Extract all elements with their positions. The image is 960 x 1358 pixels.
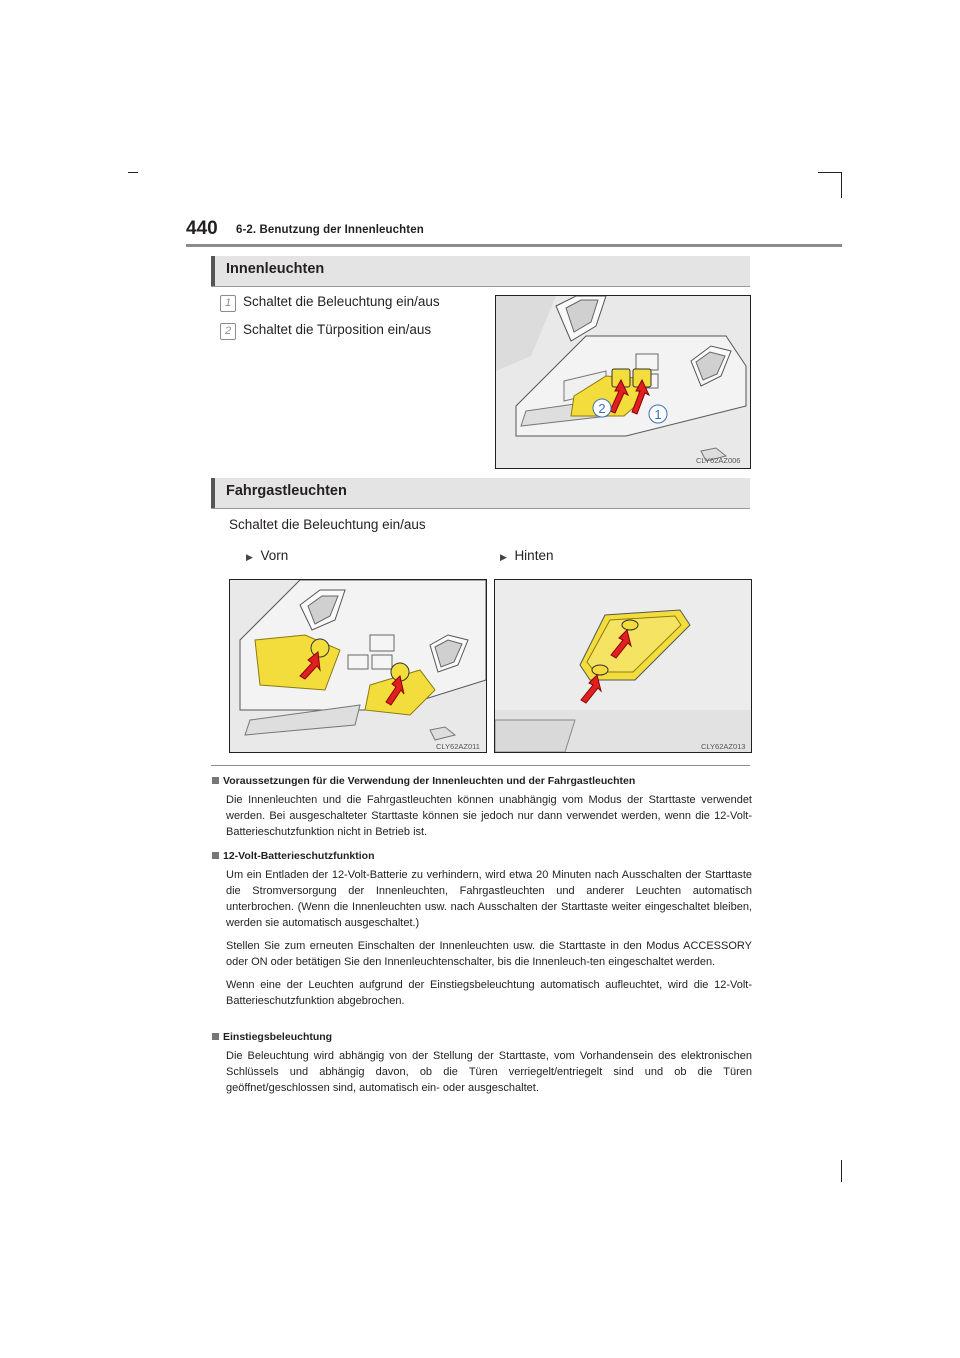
view-label-text: Hinten [514, 548, 554, 563]
note-batterieschutz [212, 848, 752, 1009]
front-lights-illustration [230, 580, 486, 752]
section-divider [211, 765, 750, 766]
crop-mark [841, 172, 842, 198]
figure-code: CLY62AZ006 [696, 456, 741, 465]
header-rule [186, 244, 842, 247]
page-number: 440 [186, 218, 218, 239]
view-label-text: Vorn [260, 548, 289, 563]
crop-mark [841, 1160, 842, 1182]
callout-label: 1 [654, 407, 662, 422]
figure-overhead-console [495, 295, 751, 469]
section-title: Innenleuchten [226, 261, 325, 277]
overhead-console-illustration [496, 296, 750, 468]
rear-lights-illustration [495, 580, 751, 752]
note-einstiegsbeleuchtung [212, 1029, 752, 1096]
crop-mark [128, 172, 138, 173]
figure-code: CLY62AZ011 [436, 742, 480, 751]
chapter-title: 6-2. Benutzung der Innenleuchten [236, 224, 424, 236]
section-header-innenleuchten [211, 256, 750, 286]
view-label-rear [500, 548, 553, 563]
crop-mark [818, 172, 842, 173]
item-text: Schaltet die Türposition ein/aus [243, 322, 432, 337]
item-text: Schaltet die Beleuchtung ein/aus [243, 294, 440, 309]
item-number-badge: 2 [220, 323, 236, 340]
figure-code: CLY62AZ013 [701, 742, 746, 751]
figure-rear-lights [494, 579, 752, 753]
note-paragraph: Die Innenleuchten und die Fahrgastleuchten können unabhängig vom Modus der Starttaste verwendet werden. Bei ausgeschalteter Starttaste können sie jedoch nur dann verwendet werden, wenn die 12-Volt-Batterieschutzfunktion nicht in Betrieb ist. [226, 794, 752, 838]
section-header-fahrgastleuchten [211, 478, 750, 508]
triangle-bullet-icon: ▶ [246, 552, 253, 562]
item-number-badge: 1 [220, 295, 236, 312]
note-paragraph: Die Beleuchtung wird abhängig von der Stellung der Starttaste, vom Vorhandensein des elektronischen Schlüssels und abhängig davon, ob die Türen verriegelt/entriegelt sind und ob die Türen geöffnet/geschlossen sind, automatisch ein- oder ausgeschaltet. [226, 1050, 752, 1094]
note-title: Einstiegsbeleuchtung [223, 1031, 333, 1043]
triangle-bullet-icon: ▶ [500, 552, 507, 562]
figure-front-lights [229, 579, 487, 753]
note-paragraph: Stellen Sie zum erneuten Einschalten der Innenleuchten usw. die Starttaste in den Modus ACCESSORY oder ON oder betätigen Sie den Innenleuchtenschalter, bis die Innenleuch-ten eingeschaltet werden. [226, 940, 752, 968]
square-bullet-icon [212, 852, 219, 859]
note-paragraph: Wenn eine der Leuchten aufgrund der Einstiegsbeleuchtung automatisch aufleuchtet, wird die 12-Volt-Batterieschutzfunktion abgebrochen. [226, 979, 752, 1007]
square-bullet-icon [212, 777, 219, 784]
note-title: 12-Volt-Batterieschutzfunktion [223, 850, 375, 862]
note-title: Voraussetzungen für die Verwendung der Innenleuchten und der Fahrgastleuchten [223, 775, 636, 787]
callout-label: 2 [598, 401, 606, 416]
square-bullet-icon [212, 1033, 219, 1040]
section-description: Schaltet die Beleuchtung ein/aus [229, 517, 426, 532]
note-paragraph: Um ein Entladen der 12-Volt-Batterie zu verhindern, wird etwa 20 Minuten nach Ausschalten der Starttaste die Stromversorgung der Innenleuchten, Fahrgastleuchten und anderer Leuchten automatisch unterbrochen. (Wenn die Innenleuchten usw. nach Ausschalten der Starttaste weiter eingeschaltet bleiben, werden sie automatisch ausgeschaltet.) [226, 869, 752, 929]
section-title: Fahrgastleuchten [226, 483, 347, 499]
view-label-front [246, 548, 288, 563]
note-voraussetzungen [212, 773, 752, 840]
